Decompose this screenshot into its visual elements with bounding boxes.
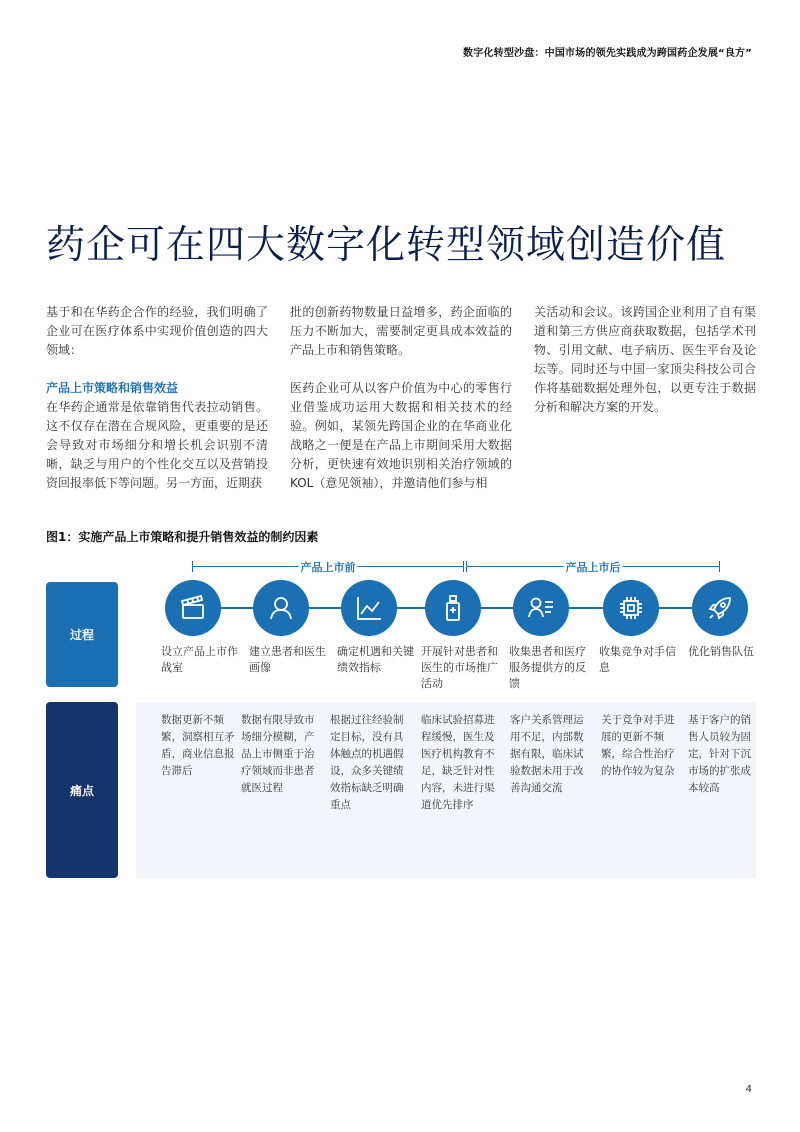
- step-icon-circle: [165, 580, 221, 636]
- column-2: [290, 303, 512, 512]
- process-step: [599, 580, 681, 676]
- body-paragraph: 批的创新药物数量日益增多，药企面临的压力不断加大，需要制定更具成本效益的产品上市和销售策略。: [290, 305, 512, 357]
- step-label: 收集竞争对手信息: [599, 645, 676, 674]
- process-step: [161, 580, 243, 676]
- intro-paragraph: 基于和在华药企合作的经验，我们明确了企业可在医疗体系中实现价值创造的四大领域：: [46, 305, 268, 357]
- phase-bracket-post-launch: [466, 560, 720, 574]
- person-icon: [266, 593, 296, 623]
- body-paragraph: 在华药企通常是依靠销售代表拉动销售。这不仅存在潜在合规风险，更重要的是还会导致对市场细分和增长机会识别不清晰，缺乏与用户的个性化交互以及营销投资回报率低下等问题。另一方面，近期获: [46, 400, 268, 490]
- process-step: [509, 580, 591, 692]
- page-number: 4: [745, 1084, 752, 1095]
- step-icon-circle: [341, 580, 397, 636]
- step-icon-circle: [603, 580, 659, 636]
- step-icon-circle: [425, 580, 481, 636]
- step-label: 设立产品上市作战室: [161, 645, 238, 674]
- rocket-icon: [705, 593, 735, 623]
- column-1: [46, 303, 268, 512]
- pain-point: 数据更新不频繁，洞察相互矛盾，商业信息报告滞后: [161, 714, 235, 777]
- clapperboard-icon: [178, 593, 208, 623]
- line-chart-icon: [354, 593, 384, 623]
- row-label-pain-points: 痛点: [46, 702, 118, 878]
- pain-point: 基于客户的销售人员较为固定，针对下沉市场的扩张成本较高: [688, 714, 751, 794]
- step-label: 确定机遇和关键绩效指标: [337, 645, 414, 674]
- column-3: [534, 303, 756, 512]
- step-label: 建立患者和医生画像: [249, 645, 326, 674]
- running-header: 数字化转型沙盘：中国市场的领先实践成为跨国药企发展“良方”: [463, 48, 752, 59]
- page-title: 药企可在四大数字化转型领域创造价值: [46, 223, 727, 268]
- pain-point: 数据有限导致市场细分模糊，产品上市侧重于治疗领域而非患者就医过程: [241, 714, 315, 794]
- phase-bracket-pre-launch: [192, 560, 464, 574]
- medicine-bottle-icon: [438, 593, 468, 623]
- step-icon-circle: [692, 580, 748, 636]
- pain-point: 客户关系管理运用不足，内部数据有限，临床试验数据未用于改善沟通交流: [510, 714, 584, 794]
- phase-label: 产品上市后: [565, 561, 621, 574]
- process-step: [688, 580, 770, 660]
- figure-title: 图1：实施产品上市策略和提升销售效益的制约因素: [46, 530, 319, 544]
- body-paragraph: 关活动和会议。该跨国企业利用了自有渠道和第三方供应商获取数据，包括学术刊物、引用文献、电子病历、医生平台及论坛等。同时还与中国一家顶尖科技公司合作将基础数据处理外包，以更专注于数据分析和解决方案的开发。: [534, 305, 756, 414]
- pain-point: 根据过往经验制定目标，没有具体触点的机遇假设，众多关键绩效指标缺乏明确重点: [330, 714, 404, 811]
- step-label: 开展针对患者和医生的市场推广活动: [421, 645, 498, 690]
- step-icon-circle: [513, 580, 569, 636]
- row-label-process: 过程: [46, 582, 118, 687]
- step-icon-circle: [253, 580, 309, 636]
- process-step: [337, 580, 419, 676]
- pain-point: 临床试验招募进程缓慢，医生及医疗机构教育不足，缺乏针对性内容，未进行渠道优先排序: [421, 714, 495, 811]
- step-label: 收集患者和医疗服务提供方的反馈: [509, 645, 586, 690]
- body-columns: [46, 303, 756, 512]
- phase-label: 产品上市前: [300, 561, 356, 574]
- body-paragraph: 医药企业可从以客户价值为中心的零售行业借鉴成功运用大数据和相关技术的经验。例如，某领先跨国企业的在华商业化战略之一便是在产品上市期间采用大数据分析，更快速有效地识别相关治疗领域的KOL（意见领袖），并邀请他们参与相: [290, 381, 512, 490]
- process-step: [421, 580, 503, 692]
- chip-icon: [616, 593, 646, 623]
- process-step: [249, 580, 331, 676]
- step-label: 优化销售队伍: [688, 645, 754, 658]
- section-subhead: 产品上市策略和销售效益: [46, 381, 179, 395]
- pain-point: 关于竞争对手进展的更新不频繁，综合性治疗的协作较为复杂: [601, 714, 675, 777]
- person-list-icon: [526, 593, 556, 623]
